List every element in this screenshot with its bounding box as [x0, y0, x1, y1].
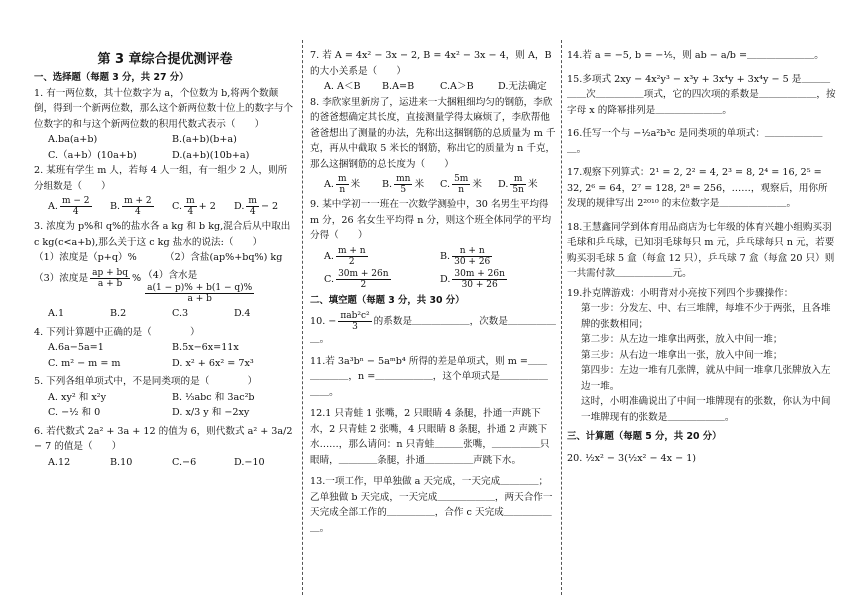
option: D. x/3 y 和 −2xy	[172, 407, 250, 418]
option: D. x² + 6x² = 7x³	[172, 357, 254, 369]
question-3-statements	[34, 268, 296, 305]
question-15: 15.多项式 2xy − 4x²y³ − x³y + 3x⁴y + 3x⁴y − 5 是＿＿＿＿＿次＿＿＿＿＿项式，它的四次项的系数是＿＿＿＿＿＿，按字母 x 的降幂排列是＿＿＿＿＿＿＿。	[567, 73, 836, 116]
question-19: 19.扑克牌游戏：小明背对小亮按下列四个步骤操作：	[567, 287, 794, 299]
question-5-options	[34, 390, 296, 406]
question-4: 4. 下列计算题中正确的是（ ）	[34, 326, 200, 338]
option: B. ⅓abc 和 3ac²b	[172, 391, 255, 403]
question-2: 2. 某班有学生 m 人，若每 4 人一组，有一组少 2 人，则所分组数是（ ）	[34, 165, 288, 192]
option: C. m² − m = m	[48, 357, 121, 369]
option: A. $\frac{m}{n}$ 米	[324, 174, 361, 195]
section-heading: 三、计算题（每题 5 分，共 20 分）	[567, 431, 722, 442]
option: C. $\frac{m}{4}$ + 2	[172, 196, 216, 217]
question-1-options	[34, 132, 296, 148]
statement: （1）浓度是（p+q）%	[34, 252, 137, 263]
option: C.A＞B	[440, 81, 474, 92]
column-divider	[302, 40, 303, 595]
option: C.−6	[172, 456, 197, 468]
column-2	[310, 48, 556, 536]
question-4-options	[34, 356, 296, 372]
option: A.6a−5a=1	[48, 342, 104, 353]
option: B.A=B	[382, 81, 415, 92]
option: D.4	[234, 308, 251, 319]
question-6-options	[34, 455, 296, 471]
question-3-options	[34, 306, 296, 322]
question-7-options	[310, 79, 556, 95]
option: D.无法确定	[498, 81, 547, 92]
question-5-options	[34, 405, 296, 421]
option: A.12	[48, 456, 71, 468]
question-11: 11.若 3a³bⁿ − 5aᵐb⁴ 所得的差是单项式，则 m =＿＿＿＿＿＿，n =＿＿＿＿＿＿，这个单项式是＿＿＿＿＿＿＿。	[310, 355, 548, 398]
option: A. A＜B	[324, 81, 361, 92]
statement: （4）含水是 $\frac{a(1 - p)\% + b(1 - q)\%}{a + b}$	[143, 269, 253, 304]
question-9: 9. 某中学初一一班在一次数学测验中，30 名男生平均得 m 分，26 名女生平均得 n 分，则这个班全体同学的平均分得（ ）	[310, 199, 552, 241]
question-19-step: 第四步：左边一堆有几张牌，就从中间一堆拿几张牌放入左边一堆。	[581, 365, 831, 392]
question-10: 10. − $\frac{\text{πab²c²}}{3}$ 的系数是＿＿＿＿＿＿，次数是＿＿＿＿＿＿。	[310, 311, 556, 345]
question-9-options	[310, 269, 556, 290]
question-3-statements	[34, 250, 296, 266]
option: C. $\frac{30m + 26n}{2}$	[324, 268, 389, 290]
question-4-options	[34, 340, 296, 356]
option: A.ba(a+b)	[48, 134, 98, 145]
option: C. −½ 和 0	[48, 407, 101, 418]
question-8-options	[310, 174, 556, 195]
question-13: 13.一项工作，甲单独做 a 天完成，一天完成＿＿＿＿；乙单独做 b 天完成，一天完成＿＿＿＿＿＿，两天合作一天完成全部工作的＿＿＿＿＿，合作 c 天完成＿＿＿＿＿＿。	[310, 476, 553, 534]
question-19-conclusion: 这时，小明准确说出了中间一堆牌现有的张数，你认为中间一堆牌现有的张数是＿＿＿＿＿＿。	[581, 396, 831, 423]
option: D. $\frac{30m + 26n}{30 + 26}$	[440, 268, 505, 290]
option: D.(a+b)(10b+a)	[172, 149, 250, 161]
question-8: 8. 李欣家里新房了，运进来一大捆粗细均匀的钢筋，李欣的爸爸想确定其长度，直接测量学得太麻烦了，李欣帮他爸爸想出了测量的办法，先称出这捆钢筋的总质量为 m 千克，再从中截取 5 米长的钢筋，称出它的质量为 n 千克，那么这捆钢筋的总长度为（ ）	[310, 96, 556, 170]
question-17: 17.观察下列算式：2¹ = 2, 2² = 4, 2³ = 8, 2⁴ = 16, 2⁵ = 32, 2⁶ = 64，2⁷ = 128, 2⁸ = 256，……，观察后，用你所发现的规律写出 2²⁰¹⁰ 的末位数字是＿＿＿＿＿＿＿。	[567, 167, 828, 209]
option: B. $\frac{m + 2}{4}$	[110, 196, 152, 217]
question-19-step: 第三步：从右边一堆拿出一张，放入中间一堆；	[581, 349, 783, 361]
question-12: 12.1 只青蛙 1 张嘴，2 只眼睛 4 条腿，扑通一声跳下水，2 只青蛙 2 张嘴，4 只眼睛 8 条腿，扑通 2 声跳下水……，那么请问：n 只青蛙＿＿＿张嘴，＿＿＿＿＿只眼睛，＿＿＿＿条腿，扑通＿＿＿＿＿声跳下水。	[310, 408, 550, 466]
question-1-options	[34, 148, 296, 164]
option: B. $\frac{mn}{5}$ 米	[382, 174, 425, 195]
statement: （3）浓度是 $\frac{ap + bq}{a + b}$ %	[34, 267, 142, 289]
question-16: 16.任写一个与 −½a²b³c 是同类项的单项式：＿＿＿＿＿＿＿。	[567, 128, 823, 155]
option: A.1	[48, 308, 65, 319]
question-20: 20. ½x² − 3(½x² − 4x − 1)	[567, 452, 697, 464]
question-6: 6. 若代数式 2a² + 3a + 12 的值为 6，则代数式 a² + 3a/2 − 7 的值是（ ）	[34, 425, 293, 452]
option: A. xy² 和 x²y	[48, 391, 107, 403]
question-19-step: 第二步：从左边一堆拿出两张，放入中间一堆；	[581, 334, 783, 345]
column-1	[34, 70, 296, 470]
option: C.（a+b）(10a+b)	[48, 149, 137, 161]
question-18: 18.王慧鑫同学到体育用品商店为七年级的体育兴趣小组购买羽毛球和乒乓球，已知羽毛球每只 m 元，乒乓球每只 n 元，若要购买羽毛球 5 盒（每盒 12 只），乒乓球 7 盒（每盒 20 只）则一共需付款＿＿＿＿＿＿元。	[567, 221, 835, 279]
question-14: 14.若 a = −5, b = −⅕，则 ab − a/b =＿＿＿＿＿＿＿。	[567, 50, 824, 61]
option: A. $\frac{m + n}{2}$	[324, 245, 366, 267]
option: B. $\frac{n + n}{30 + 26}$	[440, 245, 491, 267]
option: D. $\frac{m}{5n}$ 米	[498, 174, 538, 195]
section-heading: 二、填空题（每题 3 分，共 30 分）	[310, 294, 465, 306]
question-2-options	[34, 196, 296, 217]
section-heading: 一、选择题（每题 3 分，共 27 分）	[34, 72, 189, 83]
option: D.−10	[234, 456, 265, 468]
question-5: 5. 下列各组单项式中，不是同类项的是（ ）	[34, 376, 258, 387]
column-divider	[561, 40, 562, 595]
question-1: 1. 有一两位数，其十位数字为 a，个位数为 b,将两个数颠倒，得到一个新两位数，那么这个新两位数十位上的数字与个位数字的和与这个新两位数的积用代数式表示（ ）	[34, 87, 294, 130]
column-3	[567, 48, 837, 466]
statement: （2）含盐(ap%+bq%) kg	[165, 252, 283, 263]
option: D. $\frac{m}{4}$ − 2	[234, 196, 279, 217]
option: B.2	[110, 308, 127, 319]
option: C.3	[172, 308, 189, 319]
option: B.5x−6x=11x	[172, 342, 239, 353]
option: A. $\frac{m - 2}{4}$	[48, 196, 90, 217]
question-9-options	[310, 246, 556, 267]
question-19-step: 第一步：分发左、中、右三堆牌，每堆不少于两张，且各堆牌的张数相同；	[581, 303, 831, 330]
option: C. $\frac{5m}{n}$ 米	[440, 174, 482, 195]
option: B.(a+b)(b+a)	[172, 134, 237, 145]
question-7: 7. 若 A = 4x² − 3x − 2, B = 4x² − 3x − 4，则 A，B 的大小关系是（ ）	[310, 50, 552, 77]
page-title: 第 3 章综合提优测评卷	[97, 52, 233, 67]
question-3: 3. 浓度为 p%和 q%的盐水各 a kg 和 b kg,混合后从中取出 c kg(c<a+b),那么关于这 c kg 盐水的说法:（ ）	[34, 221, 291, 248]
option: B.10	[110, 456, 133, 468]
